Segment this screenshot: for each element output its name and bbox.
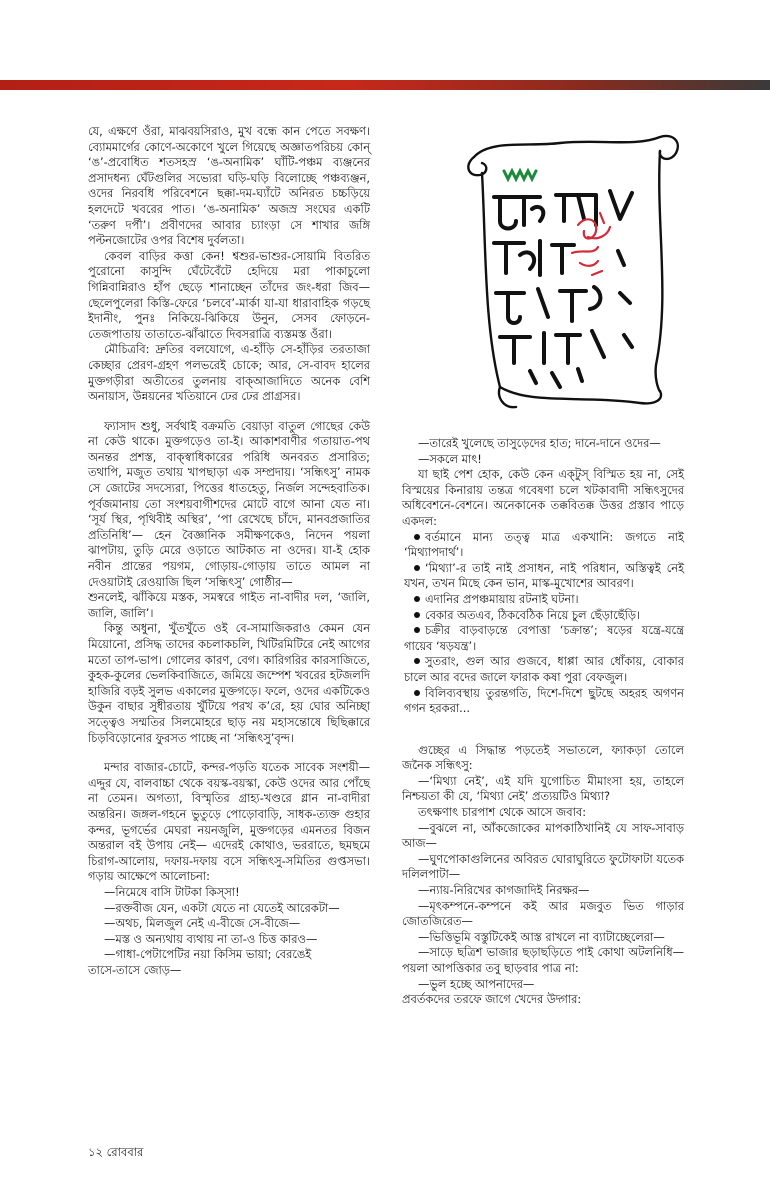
dialogue-line: —গাধা-পেটাপেটির নয়া কিসিম ভায়া; বেরঙেই [104,947,312,962]
dialogue-line: —তারেই খুলেছে তাসুড়েদের হাত; দানে-দানে ওদের— [418,436,661,450]
scroll-illustration [460,125,690,425]
left-paragraph-1: যে, এক্ষণে ওঁরা, মাঝবয়সিরাও, মুখ বন্ধে কান পেতে সবক্ষণ। ব্যোমমার্গের কোণে-অকোণে খুলে গিয়েছে অজ্ঞাতপরিচয় কোন্ ‘ঙ’-প্রবোধিত শতসহস্র ‘ঙ-অনামিক’ ঘাঁটি-পঞ্চম ব্যঞ্জনের প্রসাদধন্য ঘেঁটগুলির সভ্যেরা ঘড়ি-ঘড়ি বিলোচ্ছে পঞ্চব্যঞ্জন, ওদের নিরবধি পরিবেশনে ছক্কা-দম-ঘ্যাঁটে অনিরত চচ্চড়িয়ে হলদেটে খবরের পাত। ‘ঙ-অনামিক’ অজস্র সংঘের একটি ‘তরুণ দর্পী’। প্রবীণদের আবার চ্যাংড়া সে শাখার জঙ্গি পল্টনজোটের ওপর বিশেষ দুর্বলতা। [88,124,370,248]
dialogue-line: —নিমেষে বাসি টাটকা কিস্‌সা! [104,884,240,899]
left-paragraph-4: ফ্যাসাদ শুধু, সর্বথাই বক্রমতি বেয়াড়া বাতুল গোছের কেউ না কেউ থাকে। মুক্তগড়েও তা-ই। আকাশবাণীর গতায়াত-পথ অনন্তর প্রশস্ত, বাক্‌স্বাধিকারের পরিধি অনবরত প্রসারিত; তথাপি, মজুত তথায় খাপছাড়া এক সম্প্রদায়। ‘সন্ধিৎসু’ নামক সে জোটের সদস্যেরা, পিত্তের ধাতহেতু, নির্জল সন্দেহবাতিক। পূর্বজমানায় তো সংশয়বাগীশদের মোটে বাগে আনা যেত না। ‘সূর্য স্থির, পৃথিবীই অস্থির’, ‘পা রেখেছে চাঁদে, মানবপ্রজাতির প্রতিনিধি’— হেন বৈজ্ঞানিক সমীক্ষণকেও, নিদেন পয়লা ঝাপটায়, তুড়ি মেরে ওড়াতে আটকাত না ওদের। যা-ই হোক নবীন প্রান্তের পয়গম, গোড়ায়-গোড়ায় তাতে আমল না দেওয়াটাই রেওয়াজি ছিল ‘সন্ধিৎসু’ গোষ্ঠীর— [88,418,370,589]
bullet-item: বর্তমানে মান্য তত্ত্ব মাত্র একখানি: জগতে নাই ‘মিথ্যাপদার্থ’। [404,529,684,560]
bullet-item: সুতরাং, গুল আর গুজবে, ধাপ্পা আর ধোঁকায়, বোকার চালে আর বদের জালে ফারাক কষা পুরা বেফজুল। [404,654,684,684]
dialogue-line: —মস্ত ও অন্যথায় ব্যথায় না তা-ও চিত্ত কারও— [104,931,318,946]
page-footer: ১২ রোববার [88,1145,144,1159]
dialogue-line: তাসে-তাসে জোড়— [88,962,182,977]
dialogue-line: —ভিত্তিভূমি বস্তুটিকেই আস্ত রাখলে না ব্যাটাচ্ছেলেরা— [418,929,665,944]
dialogue-line: —মৃৎকম্পনে-কম্পনে কই আর মজবুত ভিত গাড়ার জোতজিরেত— [402,898,684,929]
bullet-dot-icon [414,612,420,618]
left-column [88,124,370,978]
right-column [402,436,684,1008]
bullet-dot-icon [414,627,420,633]
bullet-item: ‘মিথ্যা’-র তাই নাই প্রসাধন, নাই পরিধান, অস্তিত্বই নেই যখন, তখন মিছে কেন ভান, মাস্ক-মুখোশের আবরণ। [404,560,684,591]
scroll-drawing-icon [460,125,690,425]
left-paragraph-3: মৌচিত্রবি: দ্রুতির বলযোগে, এ-হাঁড়ি সে-হাঁড়ির তরতাজা কেচ্ছার প্রেরণ-গ্রহণ পলভরেই চোকে; আর, সে-বাবদ হালের মুক্তগড়ীরা অতীতের তুলনায় বাক্‌আজাদিতে অনেক বেশি অনায়াস, উন্নয়নের খতিয়ানে ঢের ঢের প্রাগ্রসর। [88,342,370,404]
bullet-dot-icon [414,534,420,540]
bullet-dot-icon [414,690,420,696]
bullet-dot-icon [414,565,420,571]
dialogue-line: প্রবর্তকদের তরফে জাগে খেদের উদ্গার: [402,992,582,1007]
bullet-dot-icon [414,596,420,602]
header-accent-bar [0,80,770,90]
right-paragraph-2: গুচ্ছের এ সিদ্ধান্ত পড়তেই সভাতলে, ফ্যাকড়া তোলে জনৈক সন্ধিৎসু: [402,742,684,773]
dialogue-line: —অথচ, মিলজুল নেই এ-বীজে সে-বীজে— [104,916,301,931]
left-paragraph-7: মন্দার বাজার-চোটে, কন্দর-পড়তি যতেক সাবেক সংশয়ী—এদ্দুর যে, বালবাচ্চা থেকে বয়স্ক-বয়স্কা, কেউ ওদের আর পোঁছে না তেমন। অগত্যা, বিস্মৃতির গ্রাহ্য-খণ্ডরে গ্লান না-বাদীরা অন্তরিন। জঙ্গল-গহনে ভুতুড়ে পোড়োবাড়ি, সাধক-ত্যক্ত গুহার কন্দর, ভূগর্ভের মেঘরা নয়নজুলি, মুক্তগড়ের এমনতর বিজন অন্তরাল বই উপায় নেই— এদেরই কোথাও, ভররাতে, ছমছমে চিরাগ-আলোয়, দফায়-দফায় বসে সন্ধিৎসু-সমিতির গুপ্তসভা। গড়ায় আক্ষেপে আলোচনা: [88,760,370,884]
dialogue-line: তৎক্ষণাৎ চারপাশ থেকে আসে জবাব: [418,805,587,820]
left-paragraph-5: শুনলেই, ঝাঁকিয়ে মস্তক, সমস্বরে গাইত না-বাদীর দল, ‘জালি, জালি, জালি’। [88,590,370,620]
dialogue-line: —ন্যায়-নিরিখের কাগজাদিই নিরক্ষর— [418,883,590,898]
bullet-item: বেকার অতএব, ঠিকবেঠিক নিয়ে চুল ছেঁড়াছেঁড়ি। [402,608,684,624]
bullet-item: চক্রীর বাড়বাড়ন্তে বেপাত্তা ‘চক্রান্ত’; ষড়ের যন্ত্রে-যন্ত্রে গায়েব ‘ষড়যন্ত্র’। [404,623,684,653]
bullet-dot-icon [414,658,420,664]
bullet-item: এদানির প্রপঞ্চমায়ায় রটনাই ঘটনা। [402,592,684,608]
dialogue-line: —বুঝলে না, আঁকজোকের মাপকাঠিখানিই যে সাফ-সাবাড় আজ— [402,820,684,851]
dialogue-line: —সকলে মাৎ! [418,451,482,466]
right-paragraph-1: যা ছাই পেশ হোক, কেউ কেন এক্‌টুস্ বিস্মিত হয় না, সেই বিস্ময়ের কিনারায় তন্তত্র গবেষণা চলে খটকাবাদী সন্ধিৎসুদের অধিবেশনে-বেশনে। অনেকানেক তক্কবিতক্ক উত্তর প্রস্তাব পাড়ে একদল: [402,467,684,528]
dialogue-line: —ঘুণপোকাগুলিনের অবিরত ঘোরাঘুরিতে ফুটোফাটা যতেক দলিলপাটা— [402,851,684,882]
dialogue-line: —‘মিথ্যা নেই’, এই যদি যুগোচিত মীমাংসা হয়, তাহলে নিশ্চয়তা কী যে, ‘মিথ্যা নেই’ প্রত্যয়টিও মিথ্যা? [402,773,684,804]
dialogue-line: —সাড়ে ছত্রিশ ভাজার ছড়াছড়িতে পাই কোথা অটলনিধি—পয়লা আপত্তিকার তবু ছাড়বার পাত্র না: [402,945,684,975]
bullet-item: বিলিব্যবস্থায় তুরন্তগতি, দিশে-দিশে ছুটছে অহরহ অগণন গগন হরকরা... [404,685,684,716]
left-paragraph-6: কিন্তু অধুনা, খুঁতখুঁতে ওই বে-সামাজিকরাও কেমন যেন মিয়োনো, প্রসিদ্ধ তাদের কচলাকচলি, খিটিরমিটিরে নেই আগের মতো তাপ-ভাপ। গোলের কারণ, বেগ। কারিগরির কারসাজিতে, কুহক-কুলের ভেলকিবাজিতে, জমিয়ে জম্পেশ খবরের হটজলদি হাজিরি বড়ই সুলভ একালের মুক্তগড়ে। ফলে, ওদের একটিকেও উকুন বাছার সুধীরতায় খুঁটিয়ে পরখ ক’রে, হয় ঘোর অনিচ্ছা সত্ত্বেও সম্মতির সিলমোহরে ছাড় নয় মহাসন্তোষে ছিছিক্কারে চিড়বিড়োনোর ফুরসত পাচ্ছে না ‘সন্ধিৎসু’বৃন্দ। [88,621,370,745]
dialogue-line: —রক্তবীজ যেন, একটা যেতে না যেতেই আরেকটা— [104,900,340,915]
left-paragraph-2: কেবল বাড়ির কত্তা কেন! শ্বশুর-ভাশুর-সোয়ামি বিতরিত পুরোনো কাসুন্দি ঘেঁটেবেঁটে হেদিয়ে মরা পাকাচুলো গিন্নিবান্নিরাও হাঁপ ছেড়ে শানাচ্ছেন তাঁদের জং-ধরা জিব—ছেলেপুলেরা কিস্তি-ফেরে ‘চলবে’-মার্কা যা-যা ধারাবাহিক গড়ছে ইদানীং, পুনঃ নিকিয়ে-ঝিকিয়ে উনুন, সেসব ফোড়নে-তেজপাতায় তাতাতে-ঝাঁঝাতে দিবসরাত্রি ব্যস্তমস্ত ওঁরা। [88,248,370,341]
dialogue-line: —ভুল হচ্ছে আপনাদের— [418,976,535,991]
